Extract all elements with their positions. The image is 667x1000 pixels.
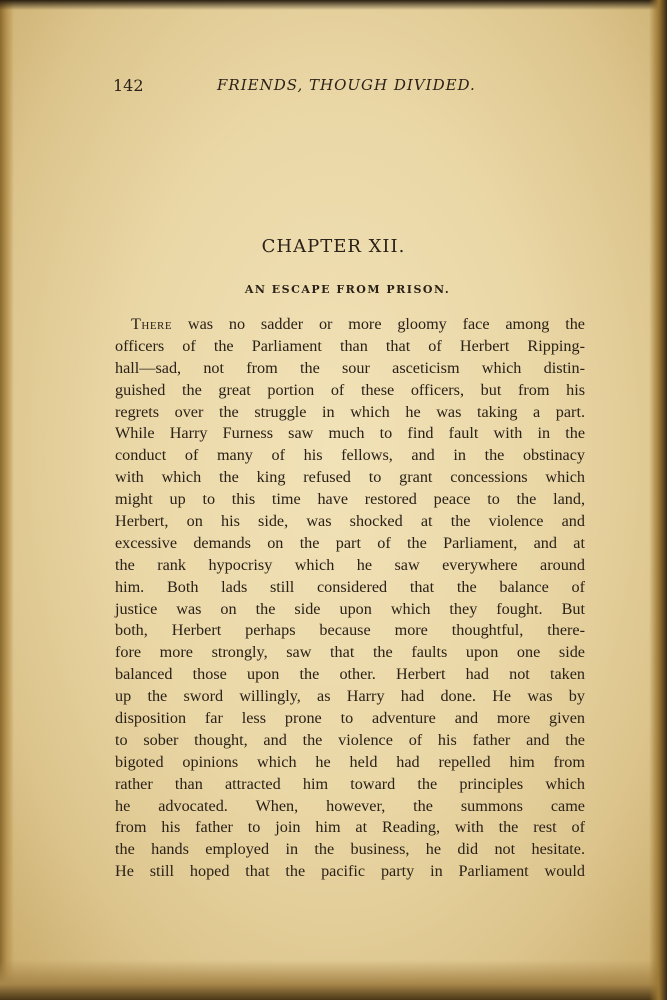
- text-line: disposition far less prone to adventure and more given: [115, 709, 585, 728]
- body-text: [115, 314, 585, 883]
- text-line: excessive demands on the part of the Parliament, and at: [115, 533, 585, 552]
- text-line: with which the king refused to grant concessions which: [115, 468, 585, 487]
- page-top-edge: [0, 0, 667, 10]
- text-line: the hands employed in the business, he did not hesitate.: [115, 840, 585, 859]
- text-line: officers of the Parliament than that of Herbert Ripping-: [115, 336, 585, 355]
- text-line: might up to this time have restored peace to the land,: [115, 490, 585, 509]
- text-line: up the sword willingly, as Harry had done. He was by: [115, 687, 585, 706]
- text-line: hall—sad, not from the sour asceticism which distin-: [115, 358, 585, 377]
- running-head: FRIENDS, THOUGH DIVIDED.: [217, 76, 476, 94]
- text-line: to sober thought, and the violence of his father and the: [115, 730, 585, 749]
- text-line: He still hoped that the pacific party in Parliament would: [115, 862, 585, 881]
- text-line: rather than attracted him toward the principles which: [115, 774, 585, 793]
- text-line: guished the great portion of these officers, but from his: [115, 380, 585, 399]
- text-line: both, Herbert perhaps because more thoughtful, there-: [115, 621, 585, 640]
- text-line: While Harry Furness saw much to find fault with in the: [115, 424, 585, 443]
- opening-word: There: [131, 315, 173, 333]
- text-line: regrets over the struggle in which he was taking a part.: [115, 402, 585, 421]
- text-line: from his father to join him at Reading, with the rest of: [115, 818, 585, 837]
- text-line: fore more strongly, saw that the faults upon one side: [115, 643, 585, 662]
- chapter-subtitle: AN ESCAPE FROM PRISON.: [244, 283, 451, 296]
- page-number: 142: [113, 76, 144, 95]
- text-line: justice was on the side upon which they fought. But: [115, 599, 585, 618]
- text-line: him. Both lads still considered that the balance of: [115, 577, 585, 596]
- text-line: Herbert, on his side, was shocked at the violence and: [115, 512, 585, 531]
- margin-ink-dot: [661, 799, 666, 807]
- page-header: [113, 76, 585, 100]
- chapter-title: CHAPTER XII.: [261, 236, 406, 257]
- text-line: There was no sadder or more gloomy face among the: [131, 315, 585, 333]
- text-line: conduct of many of his fellows, and in the obstinacy: [115, 446, 585, 465]
- text-line: balanced those upon the other. Herbert had not taken: [115, 665, 585, 684]
- text-line: he advocated. When, however, the summons came: [115, 796, 585, 815]
- text-line: the rank hypocrisy which he saw everywhere around: [115, 555, 585, 574]
- text-line: bigoted opinions which he held had repelled him from: [115, 752, 585, 771]
- page-bottom-edge: [0, 960, 667, 1000]
